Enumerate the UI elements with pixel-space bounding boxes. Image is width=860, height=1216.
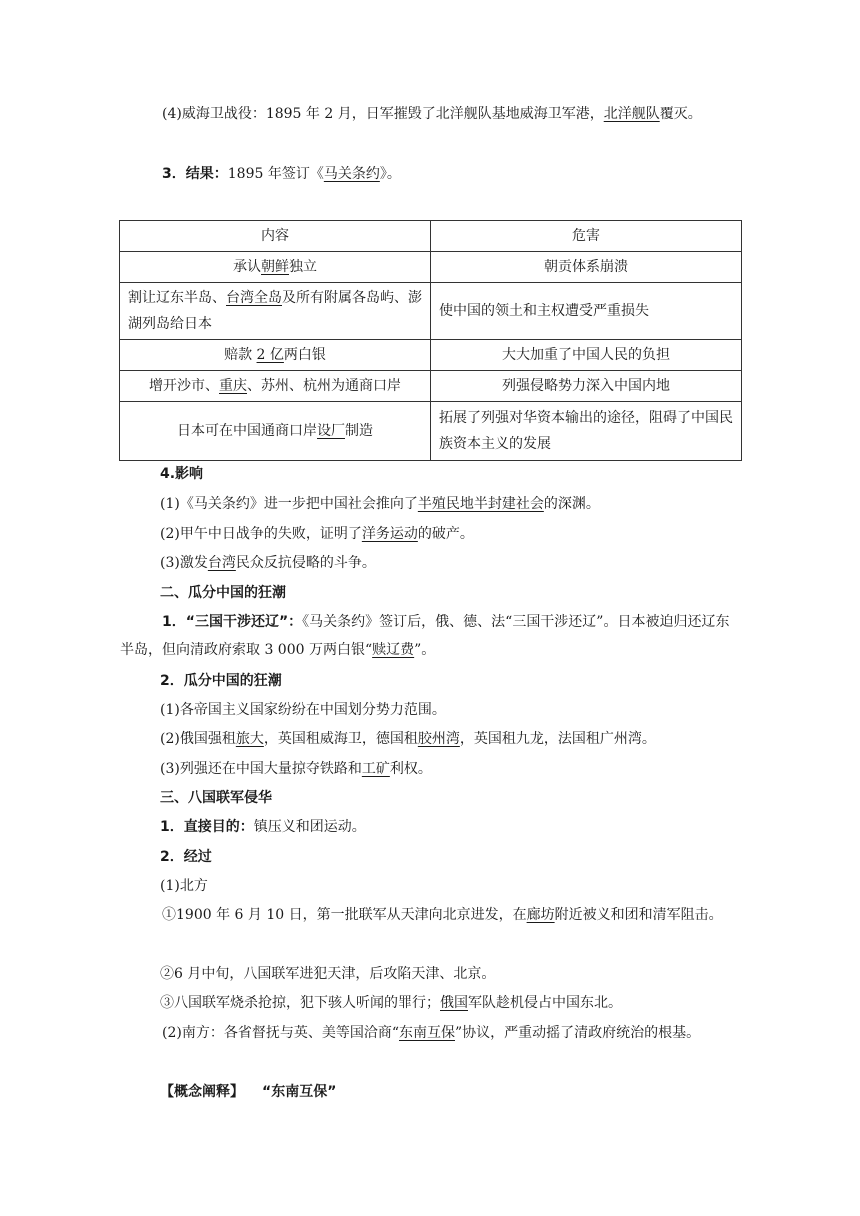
table-header-content: 内容: [120, 221, 431, 252]
table-cell-content: 赔款 2 亿两白银: [120, 340, 431, 371]
text: 覆灭。: [659, 106, 702, 122]
influence-item: (2)甲午中日战争的失败，证明了洋务运动的破产。: [160, 526, 474, 542]
table-cell-harm: 大大加重了中国人民的负担: [431, 340, 742, 371]
partition-item: (1)各帝国主义国家纷纷在中国划分势力范围。: [160, 702, 446, 718]
text: 1895 年签订《: [227, 166, 324, 182]
table-row: [120, 371, 742, 402]
table-cell-content: 日本可在中国通商口岸设厂制造: [120, 402, 431, 461]
section-heading: 三、八国联军侵华: [160, 790, 272, 806]
table-row: [120, 283, 742, 340]
table-cell-harm: 使中国的领土和主权遭受严重损失: [431, 283, 742, 340]
partition-item: (3)列强还在中国大量掠夺铁路和工矿利权。: [160, 761, 432, 777]
treaty-table: [119, 220, 742, 461]
south-paragraph: (2)南方：各省督抚与英、美等国洽商“东南互保”协议，严重动摇了清政府统治的根基。: [162, 1025, 701, 1041]
north-item: ②6 月中旬，八国联军进犯天津，后攻陷天津、北京。: [160, 966, 496, 982]
result-label: 3．结果：: [162, 166, 228, 182]
north-item: ③八国联军烧杀抢掠，犯下骇人听闻的罪行；俄国军队趁机侵占中国东北。: [160, 995, 622, 1011]
text: (4)威海卫战役：1895 年 2 月，日军摧毁了北洋舰队基地威海卫军港，: [162, 106, 604, 122]
concept-line: [160, 1078, 742, 1106]
table-row: [120, 252, 742, 283]
table-header-row: [120, 221, 742, 252]
section-heading: 二、瓜分中国的狂潮: [160, 585, 286, 601]
table-cell-harm: 朝贡体系崩溃: [431, 252, 742, 283]
table-row: [120, 340, 742, 371]
influence-item: (3)激发台湾民众反抗侵略的斗争。: [160, 555, 376, 571]
partition-p1: 1．“三国干涉还辽”：《马关条约》签订后，俄、德、法“三国干涉还辽”。日本被迫归还辽东半岛，但向清政府索取 3 000 万两白银“赎辽费”。: [120, 614, 730, 658]
influence-item: (1)《马关条约》进一步把中国社会推向了半殖民地半封建社会的深渊。: [160, 496, 600, 512]
item-label: 1．直接目的：: [160, 819, 254, 835]
north-item: ①1900 年 6 月 10 日，第一批联军从天津向北京进发，在廊坊附近被义和团和清军阻击。: [162, 907, 723, 923]
table-cell-harm: 列强侵略势力深入中国内地: [431, 371, 742, 402]
concept-label: 【概念阐释】: [160, 1084, 244, 1100]
invasion-aim: 1．直接目的：镇压义和团运动。: [160, 819, 366, 835]
concept-term: “东南互保”: [262, 1084, 337, 1100]
partition-item: (2)俄国强租旅大，英国租威海卫，德国租胶州湾，英国租九龙，法国租广州湾。: [160, 731, 656, 747]
table-cell-content: 承认朝鲜独立: [120, 252, 431, 283]
item-label: 1．“三国干涉还辽”：: [162, 614, 303, 630]
table-cell-harm: 拓展了列强对华资本输出的途径，阻碍了中国民族资本主义的发展: [431, 402, 742, 461]
table-cell-content: 增开沙市、重庆、苏州、杭州为通商口岸: [120, 371, 431, 402]
weihaiwei-paragraph: [120, 100, 742, 128]
table-row: [120, 402, 742, 461]
underlined-term: 北洋舰队: [603, 106, 660, 122]
underlined-term: 马关条约: [323, 166, 380, 182]
text: 》。: [379, 166, 401, 182]
table-header-harm: 危害: [431, 221, 742, 252]
table-cell-content: 割让辽东半岛、台湾全岛及所有附属各岛屿、澎湖列岛给日本: [120, 283, 431, 340]
result-paragraph: [120, 160, 742, 188]
influence-title: 4.影响: [160, 466, 204, 482]
north-label: (1)北方: [160, 878, 208, 894]
item-label: 2．瓜分中国的狂潮: [160, 673, 282, 689]
item-label: 2．经过: [160, 849, 212, 865]
